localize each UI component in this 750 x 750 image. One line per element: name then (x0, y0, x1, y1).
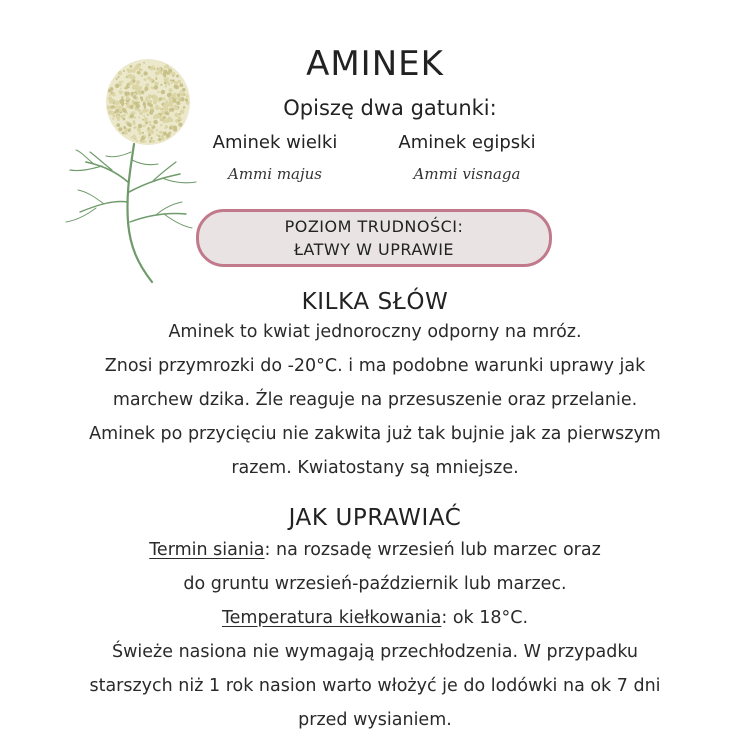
text-line: Znosi przymrozki do -20°C. i ma podobne warunki uprawy jak (104, 356, 646, 376)
floret (186, 101, 190, 105)
floret (186, 95, 189, 98)
floret (121, 96, 123, 98)
ammi-flower-illustration (52, 52, 202, 284)
floret (141, 140, 144, 143)
floret (165, 111, 169, 115)
species-item (185, 132, 365, 183)
floret (169, 88, 173, 92)
difficulty-badge (196, 209, 552, 267)
floret (161, 114, 163, 116)
difficulty-label: POZIOM TRUDNOŚCI: (284, 217, 464, 236)
text-line: Świeże nasiona nie wymagają przechłodzenia. W przypadku (112, 642, 638, 662)
floret (151, 137, 153, 139)
floret (170, 97, 172, 99)
floret (110, 87, 114, 91)
floret (115, 84, 119, 88)
floret (119, 90, 123, 94)
floret (169, 118, 173, 122)
floret (116, 123, 120, 127)
species-item (377, 132, 557, 183)
floret (114, 105, 117, 108)
floret (169, 108, 172, 111)
floret (145, 90, 147, 92)
sowing-text: : na rozsadę wrzesień lub marzec oraz (264, 540, 601, 560)
floret (175, 97, 178, 100)
species-common-name: Aminek wielki (212, 132, 338, 153)
floret (183, 94, 185, 96)
floret (109, 94, 111, 96)
floret (131, 136, 133, 138)
floret (145, 122, 148, 125)
floret (109, 100, 113, 104)
floret (138, 106, 140, 108)
floret (160, 124, 162, 126)
floret (126, 97, 129, 100)
floret (107, 105, 111, 109)
floret (162, 97, 165, 100)
floret (166, 133, 170, 137)
floret (164, 127, 166, 129)
floret (143, 125, 146, 128)
floret (175, 113, 179, 117)
species-latin-name: Ammi visnaga (413, 165, 521, 183)
floret (180, 109, 185, 114)
page-subtitle: Opiszę dwa gatunki: (283, 96, 497, 120)
floret (122, 102, 125, 105)
floret (170, 104, 172, 106)
floret (149, 121, 152, 124)
floret (147, 95, 151, 99)
floret (185, 98, 188, 101)
floret (123, 126, 126, 129)
floret (124, 92, 128, 96)
floret (168, 93, 172, 97)
floret (178, 116, 182, 120)
floret (169, 132, 171, 134)
floret (142, 132, 144, 134)
floret (182, 88, 186, 92)
floret (161, 90, 165, 94)
floret (149, 124, 151, 126)
floret (126, 112, 128, 114)
stem (66, 144, 196, 282)
floret (157, 91, 159, 93)
floret (156, 129, 159, 132)
floret (173, 128, 177, 132)
text-line: razem. Kwiatostany są mniejsze. (231, 458, 519, 478)
floret (133, 86, 137, 90)
floret (159, 97, 162, 100)
floret (122, 132, 125, 135)
floret (165, 85, 167, 87)
floret (144, 135, 146, 137)
floret (139, 111, 143, 115)
floret (133, 95, 137, 99)
floret (125, 103, 127, 105)
floret (144, 140, 146, 142)
floret (141, 90, 145, 94)
floret (134, 117, 136, 119)
floret (169, 126, 172, 129)
floret (117, 106, 121, 110)
floret (122, 108, 126, 112)
floret (175, 107, 179, 111)
floret (169, 100, 173, 104)
floret (154, 96, 158, 100)
floret (153, 100, 157, 104)
species-common-name: Aminek egipski (398, 132, 536, 153)
floret (145, 99, 148, 102)
floret (143, 115, 145, 117)
floret (144, 117, 148, 121)
floret (130, 114, 134, 118)
floret (143, 101, 145, 103)
temperature-label: Temperatura kiełkowania (221, 608, 442, 628)
floret (133, 135, 136, 138)
floret (164, 102, 167, 105)
floret (109, 110, 113, 114)
text-line: przed wysianiem. (298, 710, 452, 730)
sowing-line (40, 533, 710, 567)
floret (179, 92, 181, 94)
floret (180, 90, 182, 92)
floret (135, 108, 138, 111)
floret (149, 141, 151, 143)
floret (118, 127, 122, 131)
floret (133, 111, 136, 114)
text-line: Aminek po przycięciu nie zakwita już tak bujnie jak za pierwszym (89, 424, 661, 444)
floret (173, 93, 177, 97)
sowing-label: Termin siania (149, 540, 265, 560)
floret (151, 107, 154, 110)
section-heading-about: KILKA SŁÓW (301, 289, 449, 315)
floret (162, 119, 166, 123)
section-heading-growing: JAK UPRAWIAĆ (288, 505, 462, 531)
floret (147, 127, 150, 130)
floret (127, 122, 131, 126)
floret (154, 85, 158, 89)
floret (152, 96, 155, 99)
floret (138, 116, 140, 118)
floret (148, 100, 151, 103)
floret (148, 134, 151, 137)
floret (112, 93, 116, 97)
floret (141, 136, 145, 140)
floret (123, 114, 126, 117)
floret (148, 136, 150, 138)
floret (183, 106, 186, 109)
floret (176, 101, 180, 105)
page-title: AMINEK (306, 44, 444, 84)
floret (142, 109, 146, 113)
floret (161, 134, 163, 136)
floret (152, 140, 155, 143)
floret (179, 113, 181, 115)
text-line: starszych niż 1 rok nasion warto włożyć je do lodówki na ok 7 dni (89, 676, 661, 696)
floret (134, 126, 136, 128)
floret (112, 118, 114, 120)
text-line: Aminek to kwiat jednoroczny odporny na mróz. (168, 322, 582, 342)
floret (178, 123, 182, 127)
temperature-line (40, 601, 710, 635)
floret (120, 98, 124, 102)
floret (117, 118, 120, 121)
floret (146, 96, 148, 98)
floret (160, 84, 162, 86)
floret (139, 131, 142, 134)
text-line: do gruntu wrzesień-październik lub marzec. (183, 574, 567, 594)
floret (178, 96, 181, 99)
floret (130, 105, 134, 109)
floret (159, 131, 161, 133)
floret (140, 96, 143, 99)
floret (156, 134, 158, 136)
floret (120, 88, 122, 90)
floret (137, 128, 141, 132)
floret (162, 108, 164, 110)
floret (164, 109, 166, 111)
floret (112, 105, 115, 108)
floret (119, 112, 121, 114)
difficulty-value: ŁATWY W UPRAWIE (293, 240, 455, 259)
floret (149, 129, 154, 134)
floret (155, 106, 159, 110)
about-text (40, 315, 710, 485)
species-latin-name: Ammi majus (227, 165, 323, 183)
floret (123, 118, 126, 121)
floret (149, 111, 153, 115)
floret (175, 85, 179, 89)
floret (132, 122, 135, 125)
floret (147, 114, 149, 116)
floret (155, 115, 159, 119)
floret (114, 101, 117, 104)
floret (124, 87, 126, 89)
floret (161, 137, 165, 141)
floret (158, 135, 160, 137)
floret (136, 91, 138, 93)
text-line: marchew dzika. Źle reaguje na przesuszenie oraz przelanie. (112, 390, 638, 410)
floret (134, 101, 138, 105)
growing-text (40, 533, 710, 737)
floret (115, 109, 119, 113)
floret (153, 120, 157, 124)
temperature-text: : ok 18°C. (441, 608, 529, 628)
floret (136, 140, 138, 142)
